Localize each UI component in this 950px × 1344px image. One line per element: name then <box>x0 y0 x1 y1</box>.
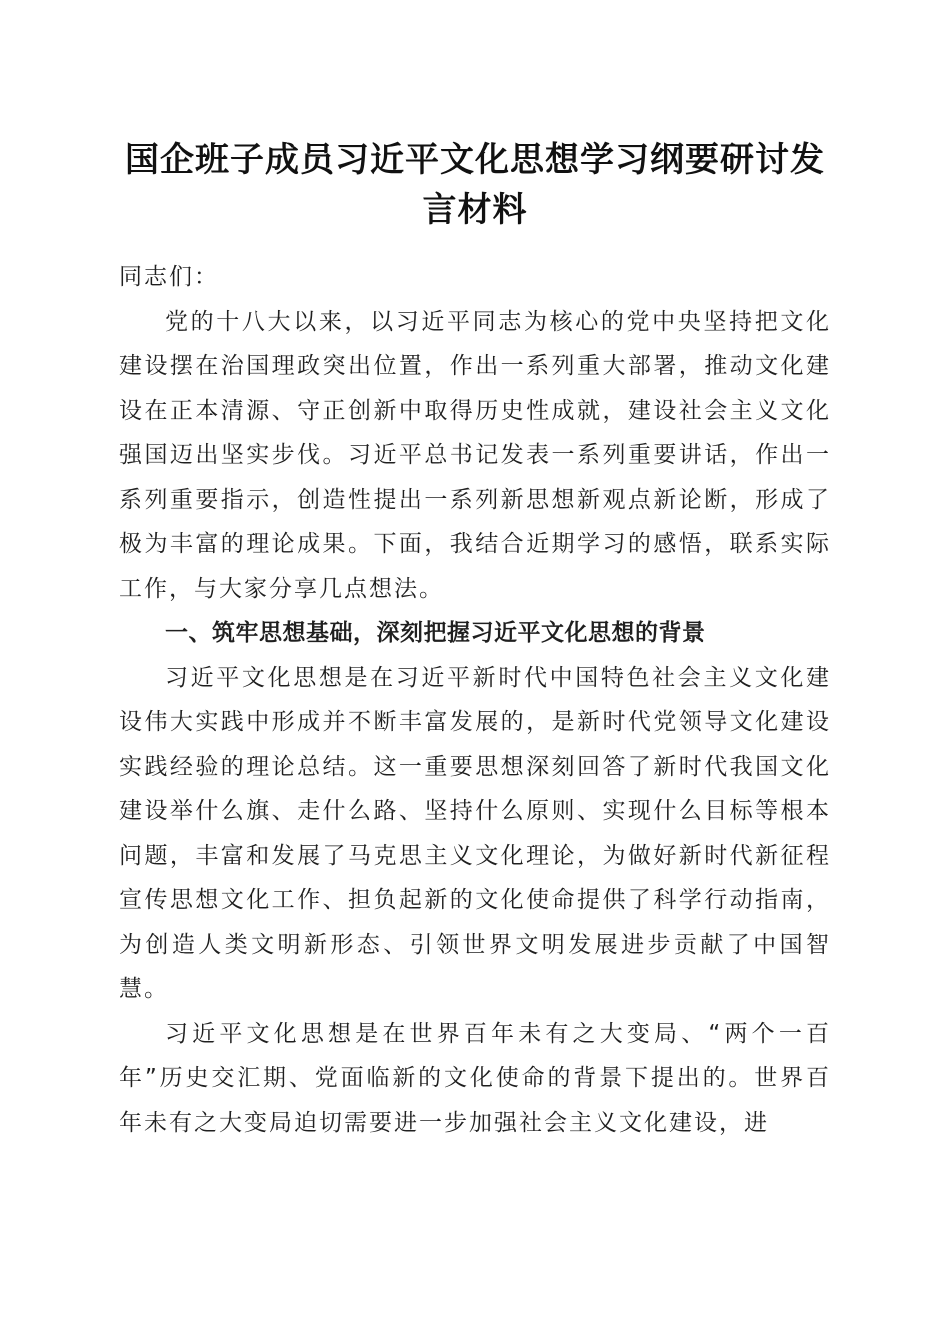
section-heading: 一、筑牢思想基础，深刻把握习近平文化思想的背景 <box>165 620 706 646</box>
section-paragraph-2: 习近平文化思想是在世界百年未有之大变局、“两个一百年”历史交汇期、党面临新的文化使命的背景下提出的。世界百年未有之大变局迫切需要进一步加强社会主义文化建设，进 <box>119 1020 831 1136</box>
salutation: 同志们： <box>119 264 219 290</box>
document-title: 国企班子成员习近平文化思想学习纲要研讨发言材料 <box>125 140 825 230</box>
section-paragraph-1: 习近平文化思想是在习近平新时代中国特色社会主义文化建设伟大实践中形成并不断丰富发展的，是新时代党领导文化建设实践经验的理论总结。这一重要思想深刻回答了新时代我国文化建设举什么旗、走什么路、坚持什么原则、实现什么目标等根本问题，丰富和发展了马克思主义文化理论，为做好新时代新征程宣传思想文化工作、担负起新的文化使命提供了科学行动指南，为创造人类文明新形态、引领世界文明发展进步贡献了中国智慧。 <box>119 664 831 1002</box>
document-body <box>119 255 831 1145</box>
intro-paragraph: 党的十八大以来，以习近平同志为核心的党中央坚持把文化建设摆在治国理政突出位置，作出一系列重大部署，推动文化建设在正本清源、守正创新中取得历史性成就，建设社会主义文化强国迈出坚实步伐。习近平总书记发表一系列重要讲话，作出一系列重要指示，创造性提出一系列新思想新观点新论断，形成了极为丰富的理论成果。下面，我结合近期学习的感悟，联系实际工作，与大家分享几点想法。 <box>119 308 831 602</box>
